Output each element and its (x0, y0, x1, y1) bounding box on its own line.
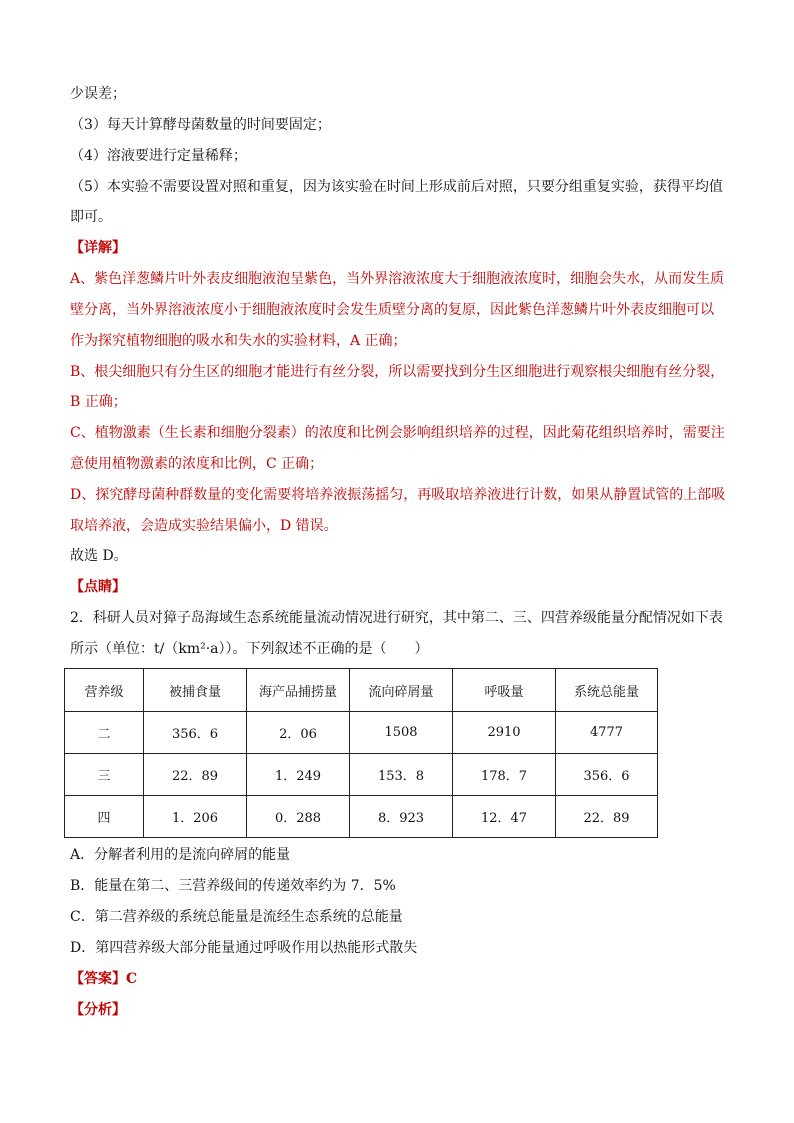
table-row (65, 754, 658, 796)
analysis-text: （3）每天计算酵母菌数量的时间要固定； (70, 117, 331, 133)
table-cell: 4777 (556, 712, 658, 754)
option-c: C．第二营养级的系统总能量是流经生态系统的总能量 (70, 909, 403, 925)
table-cell: 1．206 (144, 796, 247, 838)
explanation-text: C、植物激素（生长素和细胞分裂素）的浓度和比例会影响组织培养的过程，因此菊花组织培养时，需要注 (70, 425, 725, 441)
table-cell: 356．6 (556, 754, 658, 796)
explanation-text: B、根尖细胞只有分生区的细胞才能进行有丝分裂，所以需要找到分生区细胞进行观察根尖细胞有丝分裂， (70, 364, 725, 380)
option-d: D．第四营养级大部分能量通过呼吸作用以热能形式散失 (70, 940, 418, 956)
explanation-text: D、探究酵母菌种群数量的变化需要将培养液振荡摇匀，再吸取培养液进行计数，如果从静置试管的上部吸 (70, 487, 726, 503)
table-header-cell: 被捕食量 (144, 669, 247, 712)
table-cell: 22．89 (144, 754, 247, 796)
option-b: B．能量在第二、三营养级间的传递效率约为 7．5% (70, 878, 396, 894)
analysis-text: 即可。 (70, 209, 112, 225)
table-cell: 0．288 (247, 796, 350, 838)
table-cell: 2910 (453, 712, 556, 754)
table-cell: 三 (65, 754, 144, 796)
table-cell: 153．8 (350, 754, 453, 796)
explanation-text: 意使用植物激素的浓度和比例，C 正确； (70, 456, 324, 472)
question-stem: 2．科研人员对獐子岛海域生态系统能量流动情况进行研究，其中第二、三、四营养级能量分配情况如下表 (70, 610, 723, 626)
analysis-text: 少误差； (70, 86, 126, 102)
table-cell: 8．923 (350, 796, 453, 838)
table-cell: 二 (65, 712, 144, 754)
answer-line: 【答案】C (70, 971, 138, 987)
table-cell: 1．249 (247, 754, 350, 796)
question-stem: 所示（单位：t/（km²·a））。下列叙述不正确的是（ ） (70, 641, 429, 657)
table-cell: 12．47 (453, 796, 556, 838)
option-a: A．分解者利用的是流向碎屑的能量 (70, 847, 291, 863)
table-header-cell: 海产品捕捞量 (247, 669, 350, 712)
table-cell: 356．6 (144, 712, 247, 754)
choice-conclusion: 故选 D。 (70, 548, 128, 564)
table-cell: 四 (65, 796, 144, 838)
analysis-text: （4）溶液要进行定量稀释； (70, 148, 247, 164)
table-header-cell: 流向碎屑量 (350, 669, 453, 712)
table-cell: 1508 (350, 712, 453, 754)
section-heading-note: 【点睛】 (70, 579, 126, 595)
energy-table (64, 668, 658, 838)
table-cell: 22．89 (556, 796, 658, 838)
section-heading-analysis: 【分析】 (70, 1002, 126, 1018)
table-cell: 2．06 (247, 712, 350, 754)
table-cell: 178．7 (453, 754, 556, 796)
explanation-text: B 正确； (70, 394, 127, 410)
explanation-text: 取培养液，会造成实验结果偏小，D 错误。 (70, 518, 338, 534)
table-row (65, 796, 658, 838)
explanation-text: 壁分离，当外界溶液浓度小于细胞液浓度时会发生质壁分离的复原，因此紫色洋葱鳞片叶外表皮细胞可以 (70, 302, 714, 318)
table-header-cell: 系统总能量 (556, 669, 658, 712)
explanation-text: 作为探究植物细胞的吸水和失水的实验材料，A 正确； (70, 333, 407, 349)
table-row (65, 712, 658, 754)
analysis-text: （5）本实验不需要设置对照和重复，因为该实验在时间上形成前后对照，只要分组重复实验，获得平均值 (70, 179, 723, 195)
table-header-cell: 营养级 (65, 669, 144, 712)
table-header-row (65, 669, 658, 712)
table-header-cell: 呼吸量 (453, 669, 556, 712)
explanation-text: A、紫色洋葱鳞片叶外表皮细胞液泡呈紫色，当外界溶液浓度大于细胞液浓度时，细胞会失水，从而发生质 (70, 271, 725, 287)
section-heading-detail: 【详解】 (70, 240, 126, 256)
